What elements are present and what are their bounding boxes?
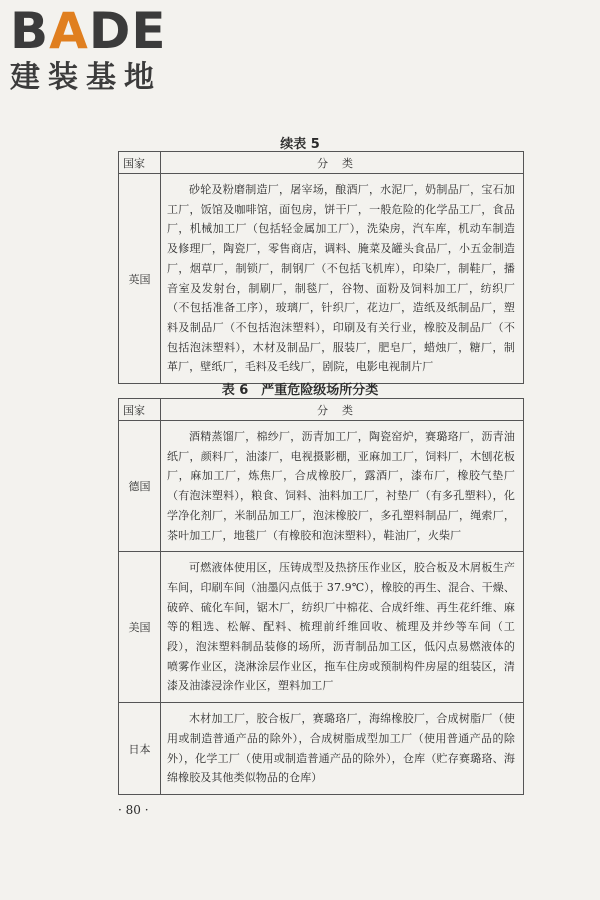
country-cell: 日本: [119, 703, 161, 795]
classification-cell: 可燃液体使用区，压铸成型及热挤压作业区，胶合板及木屑板生产车间，印刷车间（油墨闪点低于 37.9℃），橡胶的再生、混合、干燥、破碎、硫化车间，锯木厂，纺织厂中棉花、合成纤维、再生花纤维、麻等的粗选、松解、配料、梳理前纤维回收、梳理及并纱等车间（工段），泡沫塑料制品装修的场所，沥青制品加工区，低闪点易燃液体的喷雾作业区，浇淋涂层作业区，拖车住房或预制构件房屋的组装区，清漆及油漆浸涂作业区，塑料加工厂: [161, 552, 524, 703]
brand-logo: [10, 4, 167, 96]
table6-caption: 表 6 严重危险级场所分类: [221, 383, 379, 398]
country-cell: 德国: [119, 421, 161, 552]
classification-cell: 木材加工厂，胶合板厂，赛璐珞厂，海绵橡胶厂，合成树脂厂（使用或制造普通产品的除外），合成树脂成型加工厂（使用普通产品的除外），化学工厂（使用或制造普通产品的除外），仓库（贮存赛璐珞、海绵橡胶及其他类似物品的仓库）: [161, 703, 524, 795]
table-row: [119, 703, 524, 795]
table5-caption: 续表 5: [280, 137, 320, 152]
table6-header-country: 国家: [119, 399, 161, 421]
brand-suffix: DE: [88, 2, 167, 60]
brand-subtitle: 建装基地: [10, 60, 162, 95]
country-cell: 英国: [119, 174, 161, 384]
classification-cell: 砂轮及粉磨制造厂，屠宰场，酿酒厂，水泥厂，奶制品厂，宝石加工厂，饭馆及咖啡馆，面包房，饼干厂，一般危险的化学品工厂，食品厂，机械加工厂（包括轻金属加工厂），洗染房，汽车库，机动车制造及修理厂，陶瓷厂，零售商店，调料、腌菜及罐头食品厂，小五金制造厂，烟草厂，制锁厂，制钢厂（不包括飞机库），印染厂，制鞋厂，播音室及发射台，制刷厂，制毯厂，谷物、面粉及饲料加工厂，纺织厂（不包括准备工序），玻璃厂，针织厂，花边厂，造纸及纸制品厂，塑料及制品厂（不包括泡沫塑料），印刷及有关行业，橡胶及制品厂（不包括泡沫塑料），木材及制品厂，服装厂，肥皂厂，蜡烛厂，糖厂，制革厂，壁纸厂，毛料及毛线厂，剧院，电影电视制片厂: [161, 174, 524, 384]
brand-wordmark: [10, 4, 167, 58]
table-row: [119, 174, 524, 384]
table6-header-row: [119, 399, 524, 421]
table5-header-country: 国家: [119, 152, 161, 174]
table5-header-row: [119, 152, 524, 174]
brand-accent-letter: A: [49, 2, 89, 60]
table-row: [119, 552, 524, 703]
table5-header-class: 分类: [161, 152, 524, 174]
page-number: · 80 ·: [118, 803, 149, 817]
table6: [118, 398, 524, 795]
table6-header-class: 分类: [161, 399, 524, 421]
table-row: [119, 421, 524, 552]
classification-cell: 酒精蒸馏厂，棉纱厂，沥青加工厂，陶瓷窑炉，赛璐珞厂，沥青油纸厂，颜料厂，油漆厂，电视摄影棚，亚麻加工厂，饲料厂，木刨花板厂，麻加工厂，炼焦厂，合成橡胶厂，露酒厂，漆布厂，橡胶气垫厂（有泡沫塑料），粮食、饲料、油料加工厂，衬垫厂（有多孔塑料），化学净化剂厂，米制品加工厂，泡沫橡胶厂，多孔塑料制品厂，绳索厂，茶叶加工厂，地毯厂（有橡胶和泡沫塑料），鞋油厂，火柴厂: [161, 421, 524, 552]
table5: [118, 151, 524, 384]
brand-prefix: B: [10, 2, 50, 60]
country-cell: 美国: [119, 552, 161, 703]
